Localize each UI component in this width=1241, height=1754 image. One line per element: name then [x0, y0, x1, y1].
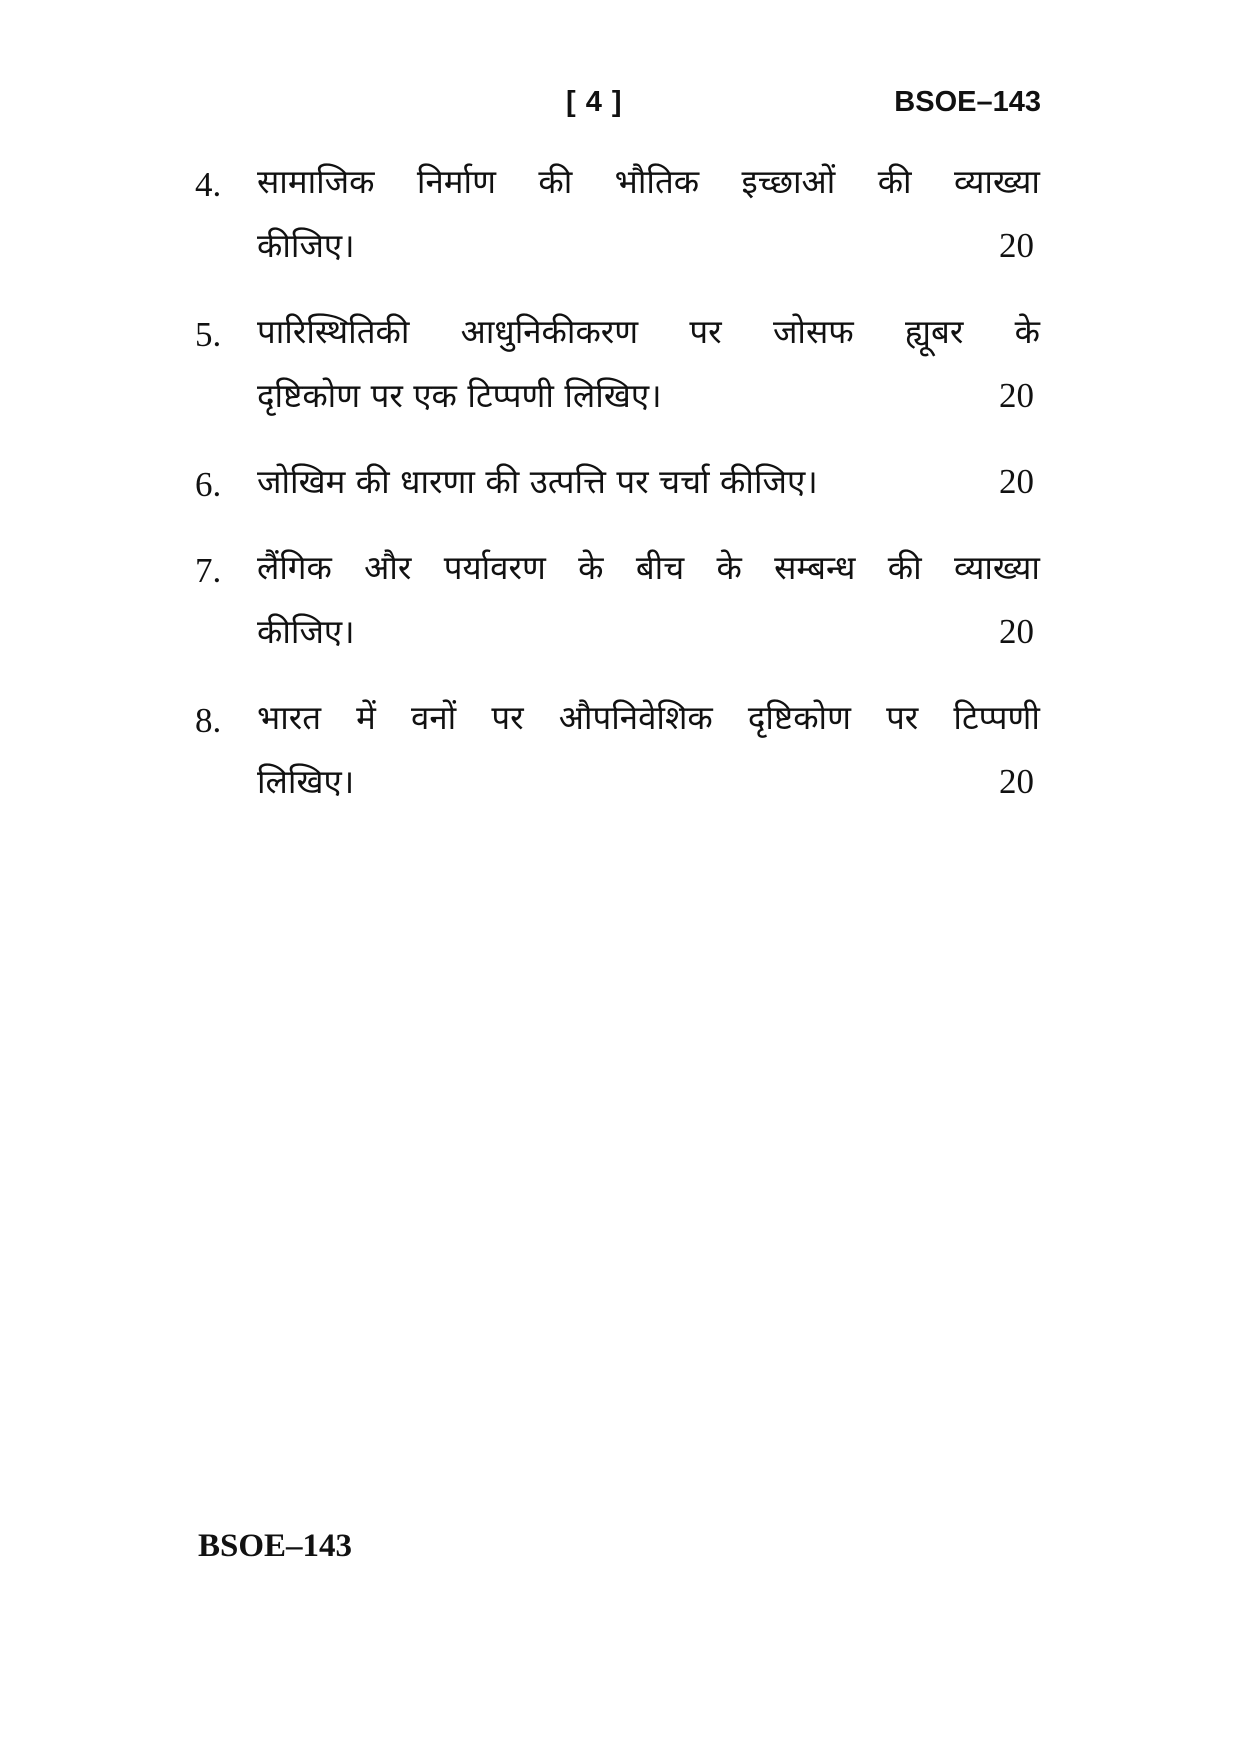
question-text-line: [257, 364, 1040, 428]
question-word: बीच: [635, 548, 685, 587]
question-word: के: [716, 548, 742, 587]
question-number: 5.: [195, 315, 222, 354]
question-word: की: [887, 548, 922, 587]
question-word: पर: [886, 698, 919, 737]
question-word: व्याख्या: [953, 548, 1040, 587]
question-word: इच्छाओं: [741, 162, 836, 201]
question-word: भौतिक: [614, 162, 700, 201]
question-marks: 20: [999, 462, 1034, 501]
question-word: भारत: [257, 698, 322, 737]
question-text-line: [257, 450, 1040, 514]
header-paper-code: BSOE–143: [894, 86, 1041, 118]
question-word: लैंगिक: [257, 548, 332, 587]
question-word: औपनिवेशिक: [558, 698, 713, 737]
question-word: पर: [689, 312, 722, 351]
question-text: लिखिए।: [257, 762, 355, 801]
question-marks: 20: [999, 762, 1034, 801]
question-text: दृष्टिकोण पर एक टिप्पणी लिखिए।: [257, 376, 662, 415]
question-text-line: [257, 150, 1040, 214]
question-text: कीजिए।: [257, 612, 355, 651]
question-text-line: [257, 686, 1040, 750]
question-word: सम्बन्ध: [774, 548, 856, 587]
question-word: दृष्टिकोण: [747, 698, 851, 737]
question-text-line: [257, 300, 1040, 364]
question-marks: 20: [999, 226, 1034, 265]
question-word: व्याख्या: [954, 162, 1040, 201]
question-word: सामाजिक: [257, 162, 375, 201]
question-marks: 20: [999, 612, 1034, 651]
question-4: [195, 150, 1040, 278]
question-word: निर्माण: [416, 162, 496, 201]
footer-paper-code: BSOE–143: [198, 1528, 353, 1564]
question-word: आधुनिकीकरण: [460, 312, 639, 351]
question-list: [195, 150, 1040, 836]
question-number: 8.: [195, 701, 222, 740]
question-word: की: [538, 162, 573, 201]
question-number: 4.: [195, 165, 222, 204]
question-word: और: [364, 548, 412, 587]
question-word: टिप्पणी: [953, 698, 1040, 737]
question-number: 7.: [195, 551, 222, 590]
question-text-line: [257, 214, 1040, 278]
question-number: 6.: [195, 465, 222, 504]
question-word: में: [356, 698, 376, 737]
question-7: [195, 536, 1040, 664]
question-word: की: [877, 162, 912, 201]
question-word: ह्यूबर: [905, 312, 964, 351]
question-marks: 20: [999, 376, 1034, 415]
question-word: के: [578, 548, 604, 587]
question-word: वनों: [411, 698, 457, 737]
question-6: [195, 450, 1040, 514]
question-text: कीजिए।: [257, 226, 355, 265]
question-word: पारिस्थितिकी: [257, 312, 410, 351]
question-word: जोसफ: [772, 312, 854, 351]
question-5: [195, 300, 1040, 428]
page-number: [ 4 ]: [566, 86, 623, 118]
question-text-line: [257, 750, 1040, 814]
question-text: जोखिम की धारणा की उत्पत्ति पर चर्चा कीजिए।: [257, 462, 818, 501]
question-word: पर: [491, 698, 524, 737]
question-text-line: [257, 600, 1040, 664]
question-word: पर्यावरण: [443, 548, 546, 587]
question-text-line: [257, 536, 1040, 600]
question-word: के: [1014, 312, 1040, 351]
question-8: [195, 686, 1040, 814]
